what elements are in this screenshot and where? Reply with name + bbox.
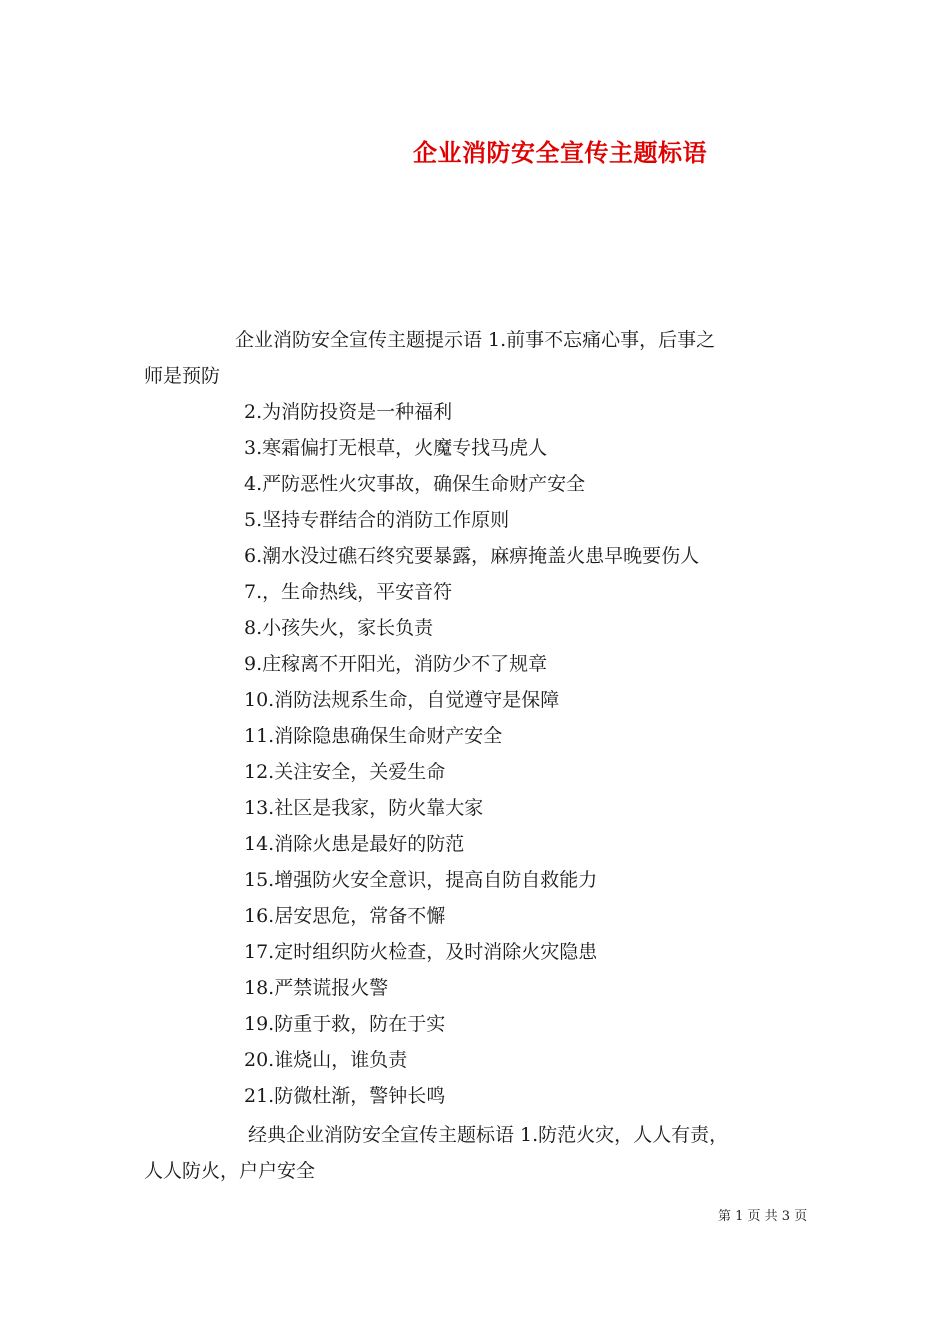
list-item: 12.关注安全，关爱生命 <box>244 761 446 783</box>
list-item: 3.寒霜偏打无根草，火魔专找马虎人 <box>244 437 548 459</box>
list-item: 10.消防法规系生命，自觉遵守是保障 <box>244 689 560 711</box>
list-item: 19.防重于救，防在于实 <box>244 1013 446 1035</box>
intro-line-2: 师是预防 <box>144 365 221 387</box>
outro-line-2: 人人防火，户户安全 <box>144 1160 316 1182</box>
list-item: 11.消除隐患确保生命财产安全 <box>244 725 503 747</box>
list-item: 15.增强防火安全意识，提高自防自救能力 <box>244 869 598 891</box>
list-item: 4.严防恶性火灾事故，确保生命财产安全 <box>244 473 586 495</box>
list-item: 16.居安思危，常备不懈 <box>244 905 446 927</box>
list-item: 14.消除火患是最好的防范 <box>244 833 465 855</box>
document-title: 企业消防安全宣传主题标语 <box>413 138 707 167</box>
list-item: 5.坚持专群结合的消防工作原则 <box>244 509 510 531</box>
list-item: 8.小孩失火，家长负责 <box>244 617 434 639</box>
list-item: 21.防微杜渐，警钟长鸣 <box>244 1085 446 1107</box>
list-item: 7.，生命热线，平安音符 <box>244 581 453 603</box>
list-item: 13.社区是我家，防火靠大家 <box>244 797 484 819</box>
list-item: 20.谁烧山，谁负责 <box>244 1049 408 1071</box>
intro-line-1: 企业消防安全宣传主题提示语 1.前事不忘痛心事，后事之 <box>235 329 716 351</box>
list-item: 2.为消防投资是一种福利 <box>244 401 453 423</box>
intro-paragraph <box>144 322 824 394</box>
outro-paragraph <box>144 1117 824 1189</box>
list-item: 17.定时组织防火检查，及时消除火灾隐患 <box>244 941 598 963</box>
outro-line-1: 经典企业消防安全宣传主题标语 1.防范火灾，人人有责， <box>248 1124 729 1146</box>
list-item: 18.严禁谎报火警 <box>244 977 389 999</box>
list-item: 6.潮水没过礁石终究要暴露，麻痹掩盖火患早晚要伤人 <box>244 545 700 567</box>
page-number-footer: 第 1 页 共 3 页 <box>718 1209 808 1224</box>
slogan-list <box>244 394 699 1114</box>
list-item: 9.庄稼离不开阳光，消防少不了规章 <box>244 653 548 675</box>
